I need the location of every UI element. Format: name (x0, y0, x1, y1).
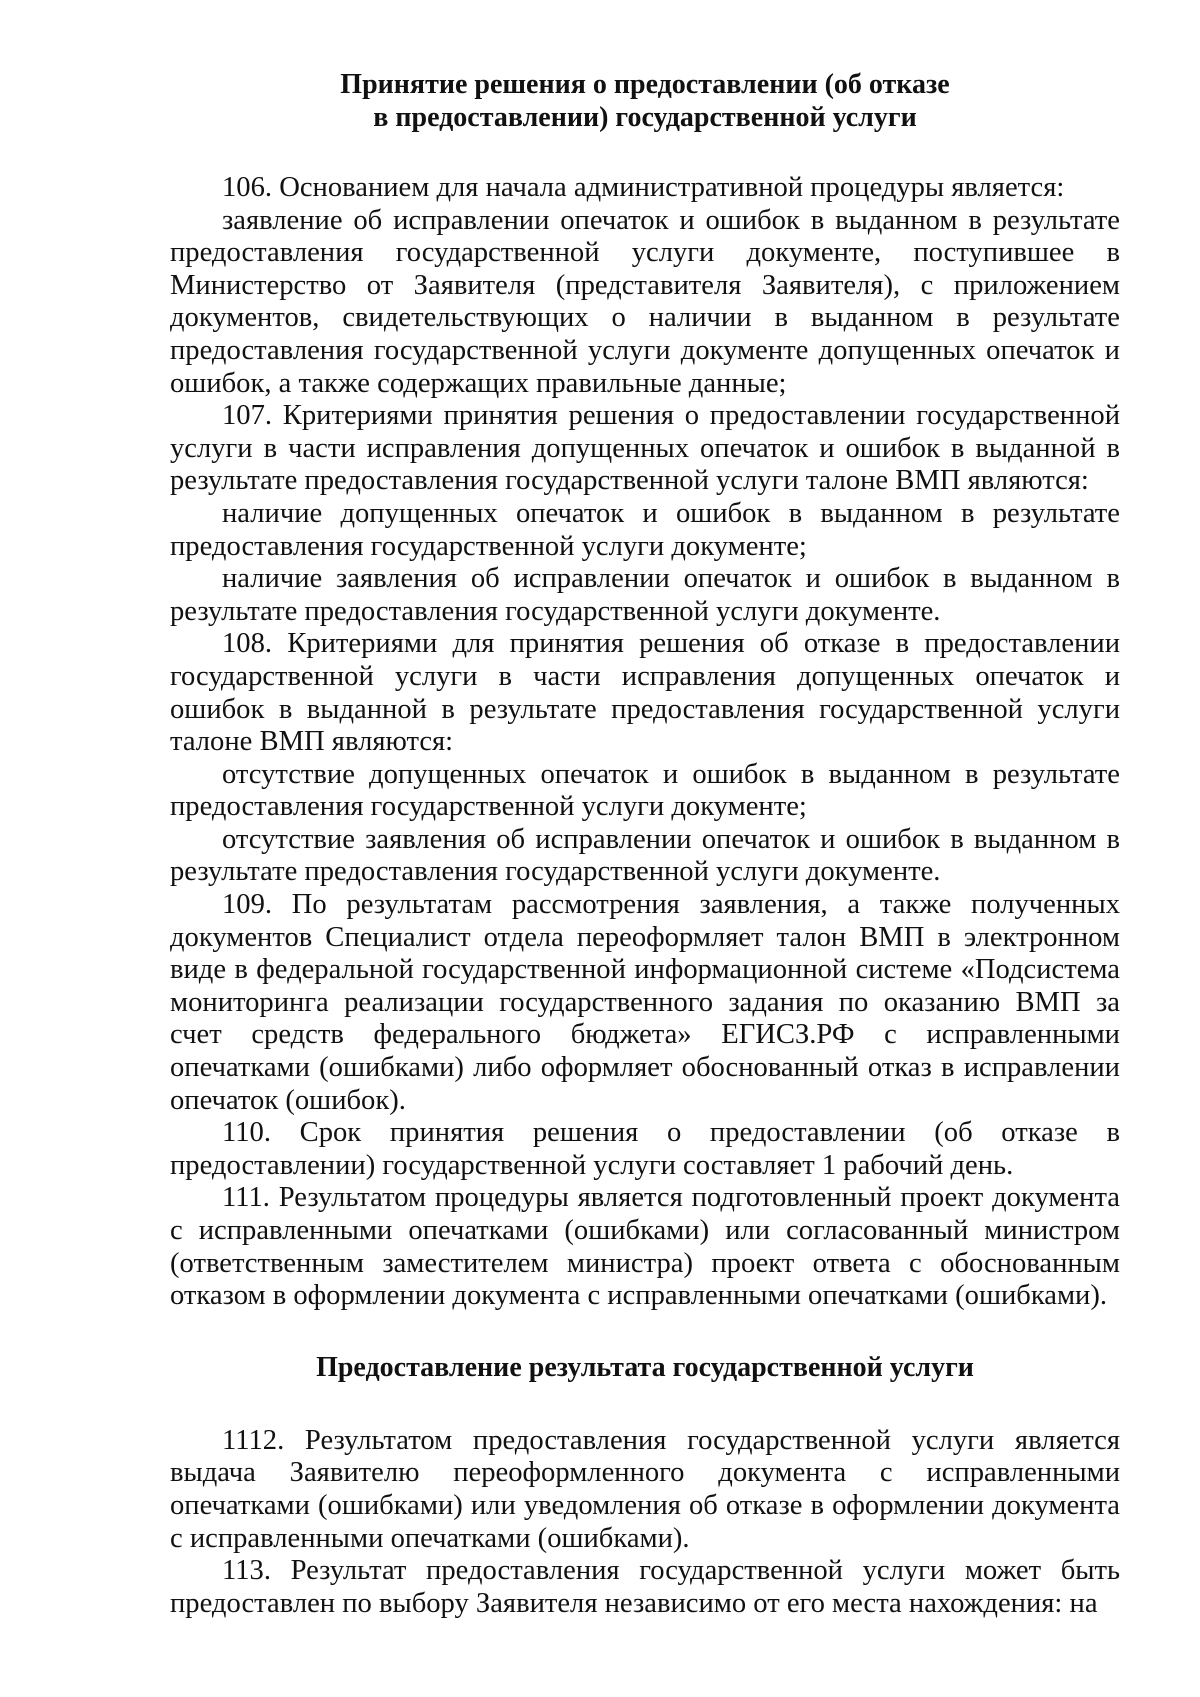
section-heading-decision (170, 68, 1120, 134)
paragraph-109: 109. По результатам рассмотрения заявления, а также полученных документов Специалист отдела переоформляет талон ВМП в электронном виде в федеральной государственной информационной системе «Подсистема мониторинга реализации государственного задания по оказанию ВМП за счет средств федерального бюджета» ЕГИСЗ.РФ с исправленными опечатками (ошибками) либо оформляет обоснованный отказ в исправлении опечаток (ошибок). (170, 889, 1120, 1116)
paragraph-106-basis: заявление об исправлении опечаток и ошибок в выданном в результате предоставления государственной услуги документе, поступившее в Министерство от Заявителя (представителя Заявителя), с приложением документов, свидетельствующих о наличии в выданном в результате предоставления государственной услуги документе допущенных опечаток и ошибок, а также содержащих правильные данные; (170, 204, 1120, 399)
heading-line: Принятие решения о предоставлении (об отказе (340, 69, 950, 100)
paragraph-106: 106. Основанием для начала административной процедуры является: (222, 172, 1065, 203)
paragraph-107: 107. Критериями принятия решения о предоставлении государственной услуги в части исправления допущенных опечаток и ошибок в выданной в результате предоставления государственной услуги талоне ВМП являются: (170, 400, 1120, 497)
heading-line: в предоставлении) государственной услуги (373, 102, 917, 133)
section-heading-result: Предоставление результата государственной услуги (316, 1351, 974, 1383)
document-page (170, 68, 1120, 1620)
paragraph-107-criterion-2: наличие заявления об исправлении опечаток и ошибок в выданном в результате предоставления государственной услуги документе. (170, 563, 1120, 627)
paragraph-110: 110. Срок принятия решения о предоставлении (об отказе в предоставлении) государственной услуги составляет 1 рабочий день. (170, 1117, 1120, 1181)
paragraph-108-criterion-1: отсутствие допущенных опечаток и ошибок в выданном в результате предоставления государственной услуги документе; (170, 758, 1120, 823)
paragraph-107-criterion-1: наличие допущенных опечаток и ошибок в выданном в результате предоставления государственной услуги документе; (170, 497, 1120, 562)
paragraph-108: 108. Критериями для принятия решения об отказе в предоставлении государственной услуги в части исправления допущенных опечаток и ошибок в выданной в результате предоставления государственной услуги талоне ВМП являются: (170, 628, 1120, 758)
paragraph-111: 111. Результатом процедуры является подготовленный проект документа с исправленными опечатками (ошибками) или согласованный министром (ответственным заместителем министра) проект ответа с обоснованным отказом в оформлении документа с исправленными опечатками (ошибками). (170, 1182, 1120, 1312)
paragraph-113: 113. Результат предоставления государственной услуги может быть предоставлен по выбору Заявителя независимо от его места нахождения: на (170, 1555, 1120, 1619)
paragraph-112: 1112. Результатом предоставления государственной услуги является выдача Заявителю переоформленного документа с исправленными опечатками (ошибками) или уведомления об отказе в оформлении документа с исправленными опечатками (ошибками). (170, 1424, 1120, 1554)
paragraph-108-criterion-2: отсутствие заявления об исправлении опечаток и ошибок в выданном в результате предоставления государственной услуги документе. (170, 823, 1120, 888)
